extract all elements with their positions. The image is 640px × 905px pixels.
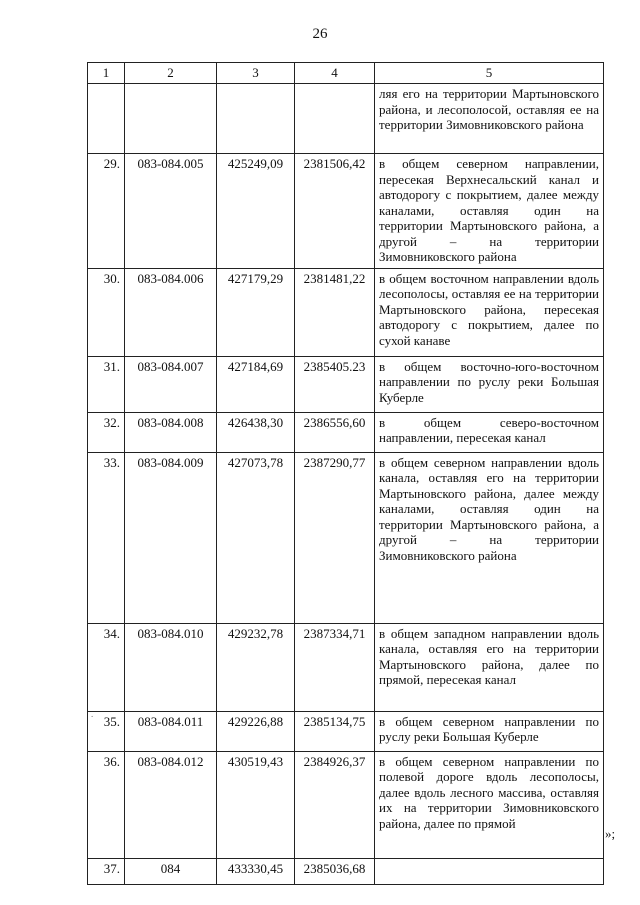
boundary-description: в общем северном направлении вдоль канала, оставляя его на территории Мартыновского района, далее между каналами, оставляя один на территории Мартыновского района, а другой – на территории Зимовниковского района (375, 452, 604, 623)
closing-quote-mark: »; (605, 826, 616, 841)
header-cell: 2 (125, 63, 217, 84)
coordinate-x (217, 84, 295, 154)
row-number: 32. (88, 412, 125, 452)
boundary-description: в общем восточном направлении вдоль лесополосы, оставляя ее на территории Мартыновского района, пересекая автодорогу с покрытием, далее по сухой канаве (375, 268, 604, 356)
row-number: 34. (88, 623, 125, 711)
coordinate-x: 433330,45 (217, 858, 295, 884)
stray-mark: . (91, 709, 94, 719)
boundary-code: 083-084.011 (125, 711, 217, 751)
boundary-code: 083-084.005 (125, 154, 217, 269)
table-row (88, 452, 604, 623)
header-cell: 5 (375, 63, 604, 84)
boundary-description: ляя его на территории Мартыновского района, и лесополосой, оставляя ее на территории Зимовниковского района (375, 84, 604, 154)
row-number (88, 84, 125, 154)
boundary-code: 084 (125, 858, 217, 884)
row-number: 29. (88, 154, 125, 269)
coordinate-x: 427179,29 (217, 268, 295, 356)
boundary-description: в общем западном направлении вдоль канала, оставляя его на территории Мартыновского района, далее по прямой, пересекая канал (375, 623, 604, 711)
header-cell: 4 (295, 63, 375, 84)
table-row (88, 711, 604, 751)
coordinate-y: 2381506,42 (295, 154, 375, 269)
row-number: 33. (88, 452, 125, 623)
table-row (88, 356, 604, 412)
table-row (88, 751, 604, 858)
table-row (88, 623, 604, 711)
table-row (88, 412, 604, 452)
coordinate-y: 2385134,75 (295, 711, 375, 751)
row-number: 35. (88, 711, 125, 751)
boundary-description: в общем восточно-юго-восточном направлении по руслу реки Большая Куберле (375, 356, 604, 412)
table-row (88, 84, 604, 154)
table-row (88, 858, 604, 884)
row-number: 30. (88, 268, 125, 356)
boundary-code: 083-084.009 (125, 452, 217, 623)
page-number: 26 (312, 26, 328, 42)
row-number: 31. (88, 356, 125, 412)
boundary-code: 083-084.010 (125, 623, 217, 711)
boundary-table (87, 62, 604, 885)
coordinate-x: 426438,30 (217, 412, 295, 452)
coordinate-y: 2387334,71 (295, 623, 375, 711)
coordinate-y: 2381481,22 (295, 268, 375, 356)
coordinate-x: 429226,88 (217, 711, 295, 751)
coordinate-y (295, 84, 375, 154)
boundary-code: 083-084.007 (125, 356, 217, 412)
header-cell: 1 (88, 63, 125, 84)
table-row (88, 268, 604, 356)
boundary-description (375, 858, 604, 884)
boundary-code: 083-084.008 (125, 412, 217, 452)
header-cell: 3 (217, 63, 295, 84)
coordinate-y: 2386556,60 (295, 412, 375, 452)
boundary-description: в общем северном направлении по руслу реки Большая Куберле (375, 711, 604, 751)
coordinate-x: 427184,69 (217, 356, 295, 412)
boundary-description: в общем северном направлении по полевой дороге вдоль лесополосы, далее вдоль лесного массива, оставляя их на территории Зимовниковского района, далее по прямой (375, 751, 604, 858)
boundary-code (125, 84, 217, 154)
boundary-description: в общем северном направлении, пересекая Верхнесальский канал и автодорогу с покрытием, далее между каналами, оставляя один на территории Мартыновского района, а другой – на территории Зимовниковского района (375, 154, 604, 269)
row-number: 36. (88, 751, 125, 858)
coordinate-y: 2387290,77 (295, 452, 375, 623)
coordinate-x: 430519,43 (217, 751, 295, 858)
table-row (88, 154, 604, 269)
coordinate-y: 2384926,37 (295, 751, 375, 858)
coordinate-x: 427073,78 (217, 452, 295, 623)
coordinate-y: 2385036,68 (295, 858, 375, 884)
boundary-code: 083-084.006 (125, 268, 217, 356)
boundary-code: 083-084.012 (125, 751, 217, 858)
coordinate-x: 425249,09 (217, 154, 295, 269)
coordinate-x: 429232,78 (217, 623, 295, 711)
table-header-row (88, 63, 604, 84)
boundary-description: в общем северо-восточном направлении, пересекая канал (375, 412, 604, 452)
row-number: 37. (88, 858, 125, 884)
coordinate-y: 2385405.23 (295, 356, 375, 412)
